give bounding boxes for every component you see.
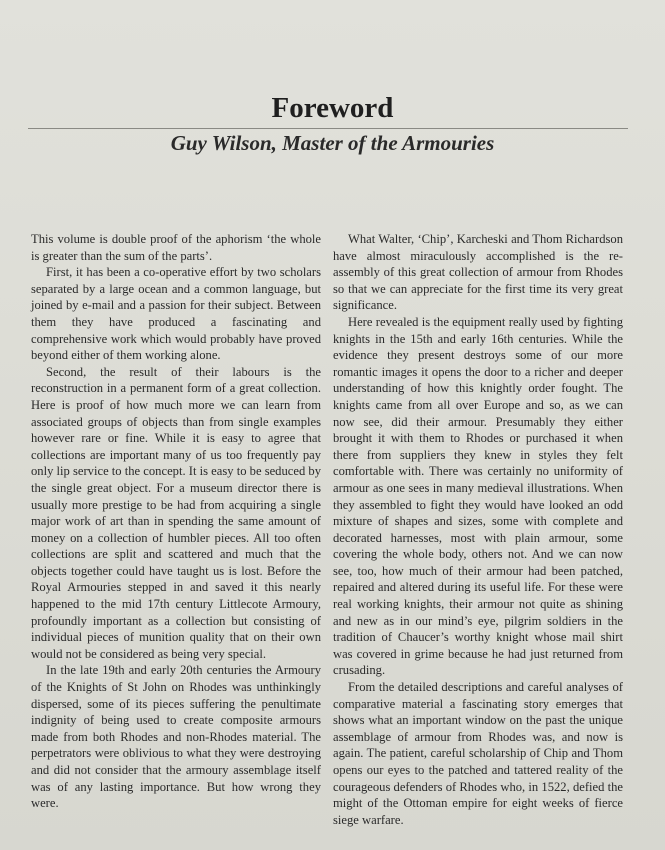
page-title: Foreword xyxy=(271,92,394,124)
paragraph: From the detailed descriptions and careful analyses of comparative material a fascinating story emerges that shows what an important window on the past the unique assemblage of armour from Rhodes was, and now is again. The patient, careful scholarship of Chip and Thom opens our eyes to the patched and tattered reality of the courageous defenders of Rhodes who, in 1522, defied the might of the Ottoman empire for eight weeks of fierce siege warfare. xyxy=(333,680,623,827)
paragraph: In the late 19th and early 20th centuries the Armoury of the Knights of St John on Rhodes was unthinkingly dispersed, some of its pieces suffering the penultimate indignity of being used to create composite armours made from both Rhodes and non-Rhodes material. The perpetrators were oblivious to what they were destroying and did not consider that the armoury assemblage itself was of any lasting importance. But how wrong they were. xyxy=(31,663,321,811)
right-text-column xyxy=(333,231,623,828)
page-subtitle: Guy Wilson, Master of the Armouries xyxy=(170,131,495,155)
paragraph: Second, the result of their labours is the reconstruction in a permanent form of a great collection. Here is proof of how much more we can learn from associated groups of objects than from single examples however rare or fine. While it is easy to agree that collections are important many of us too frequently pay only lip service to the concept. It is easy to be seduced by the single great object. For a museum director there is usually more prestige to be had from acquiring a single major work of art than in spending the same amount of money on a collection of humbler pieces. All too often collections are split and scattered and much that the objects together could have taught us is lost. Before the Royal Armouries stepped in and saved it this nearly happened to the mid 17th century Littlecote Armoury, profoundly important as a collection but consisting of individual pieces of munition quality that on their own would not be considered as being very special. xyxy=(31,364,321,661)
title-divider xyxy=(28,128,628,129)
paragraph: What Walter, ‘Chip’, Karcheski and Thom Richardson have almost miraculously accomplished is the re-assembly of this great collection of armour from Rhodes so that we can appreciate for the first time its very great significance. xyxy=(333,232,623,313)
paragraph: This volume is double proof of the aphorism ‘the whole is greater than the sum of the parts’. xyxy=(31,232,321,263)
paragraph: First, it has been a co-operative effort by two scholars separated by a large ocean and a common language, but joined by e-mail and a passion for their subject. Between them they have produced a fascinating and comprehensive work which would probably have proved beyond either of them working alone. xyxy=(31,265,321,363)
left-text-column xyxy=(31,231,321,812)
paragraph: Here revealed is the equipment really used by fighting knights in the 15th and early 16th centuries. While the evidence they present destroys some of our more romantic images it opens the door to a richer and deeper understanding of how this knightly order fought. The knights came from all over Europe and so, as we can now see, did their armour. Presumably they either brought it with them to Rhodes or purchased it when there from suppliers they knew in styles they felt comfortable with. There was certainly no uniformity of armour as one sees in many medieval illustrations. When they assembled to fight they would have looked an odd mixture of shapes and sizes, some with complete and decorated harnesses, most with plain armour, some covering the whole body, others not. And we can now see, too, how much of their armour had been patched, repaired and altered during its useful life. For these were real working knights, their armour not quite as shining and new as in our mind’s eye, pilgrim soldiers in the tradition of Chaucer’s worthy knight whose mail shirt was covered in grime because he had just returned from crusading. xyxy=(333,314,623,678)
